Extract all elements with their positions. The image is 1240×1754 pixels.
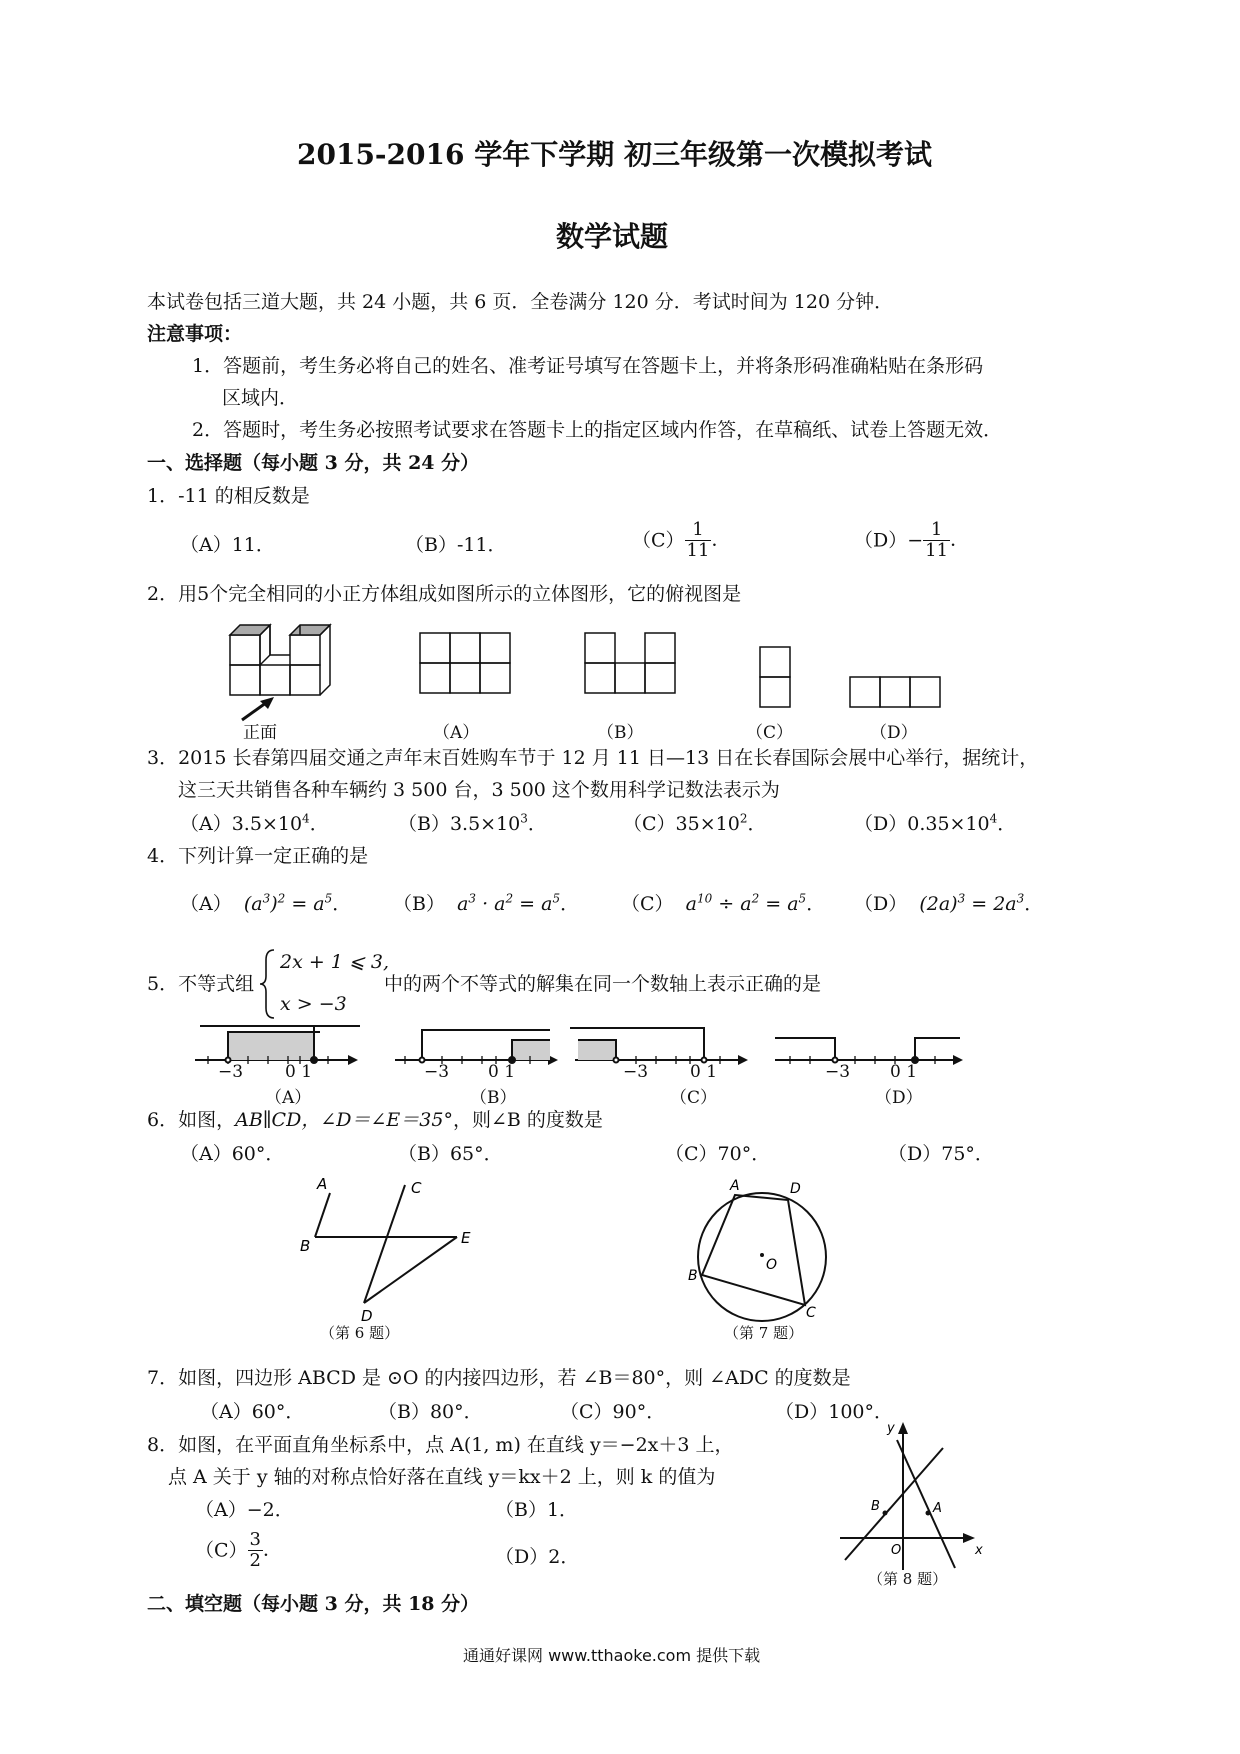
q5-label-b: （B） (470, 1088, 517, 1108)
q6-option-c: （C）70°． (665, 1143, 771, 1165)
q2-solid-figure (230, 625, 330, 695)
section-2-heading: 二、填空题（每小题 3 分，共 18 分） (147, 1593, 480, 1615)
q2-stem: 2．用5个完全相同的小正方体组成如图所示的立体图形，它的俯视图是 (147, 583, 742, 605)
q5-line-d (775, 1038, 963, 1065)
q7-option-d: （D）100°． (775, 1401, 893, 1423)
section-1-heading: 一、选择题（每小题 3 分，共 24 分） (147, 452, 480, 474)
q5-label-c: （C） (670, 1088, 718, 1108)
q6-point-d: D (361, 1307, 373, 1325)
q5-line-b (395, 1030, 558, 1065)
q1-option-d: （D）− $\frac{1}{11}$ ． (854, 519, 970, 561)
q2-option-b-figure (585, 633, 675, 693)
q5-inequality-2: x > −3 (280, 993, 347, 1015)
notice-item-1-cont: 区域内． (222, 387, 299, 409)
q7-caption: （第 7 题） (724, 1324, 804, 1342)
q1-option-b: （B）-11． (405, 534, 507, 556)
q7-point-a: A (730, 1178, 740, 1194)
q2-label-b: （B） (597, 723, 644, 743)
q5-b-tick-m3: −3 (424, 1062, 450, 1082)
q4-stem: 4．下列计算一定正确的是 (147, 845, 369, 867)
q2-figures (220, 615, 950, 735)
q5-inequality-1: 2x + 1 ⩽ 3, (280, 951, 390, 973)
q2-option-d-figure (850, 677, 940, 707)
q5-d-tick-m3: −3 (825, 1062, 851, 1082)
q5-a-tick-01: 0 1 (285, 1062, 313, 1082)
notice-item-1: 1．答题前，考生务必将自己的姓名、准考证号填写在答题卡上，并将条形码准确粘贴在条形码 (192, 355, 984, 377)
q3-option-b: $(B)3.5\times 10^3$． (398, 811, 547, 835)
notice-item-2: 2．答题时，考生务必按照考试要求在答题卡上的指定区域内作答，在草稿纸、试卷上答题无效． (192, 419, 1003, 441)
q4-option-b: （B） $a^3 \cdot a^2 = a^5$． (393, 891, 580, 915)
q4-option-a: （A） $(a^3)^2 = a^5$． (180, 891, 352, 915)
q8-option-d: （D）2． (495, 1546, 580, 1568)
q7-figure (680, 1175, 850, 1325)
q7-option-b: （B）80°． (378, 1401, 483, 1423)
q5-brace-icon (258, 946, 278, 1022)
q6-point-c: C (411, 1179, 422, 1197)
q8-axis-x: x (975, 1543, 983, 1558)
q8-caption: （第 8 题） (868, 1570, 948, 1588)
q5-label-d: （D） (875, 1088, 923, 1108)
q6-stem: 6．如图，AB∥CD，∠D＝∠E＝35°，则∠B 的度数是 (147, 1109, 603, 1131)
q5-line-a (195, 1026, 360, 1065)
q8-origin: O (891, 1543, 902, 1558)
q7-stem: 7．如图，四边形 ABCD 是 ⊙O 的内接四边形，若 ∠B＝80°，则 ∠ADC 的度数是 (147, 1367, 851, 1389)
q2-front-label: 正面 (243, 723, 277, 743)
q3-stem-line2: 这三天共销售各种车辆约 3 500 台，3 500 这个数用科学记数法表示为 (178, 779, 780, 801)
q8-point-b: B (871, 1499, 880, 1514)
q7-option-c: （C）90°． (560, 1401, 666, 1423)
q1-option-a: （A）11． (180, 534, 275, 556)
q8-point-a: A (933, 1501, 942, 1516)
q6-option-a: （A）60°． (180, 1143, 285, 1165)
q8-stem-line1: 8．如图，在平面直角坐标系中，点 A(1, m) 在直线 y＝−2x＋3 上， (147, 1434, 734, 1456)
q8-option-a: （A）−2． (195, 1499, 294, 1521)
q8-option-b: （B）1． (495, 1499, 579, 1521)
q5-suffix: 中的两个不等式的解集在同一个数轴上表示正确的是 (384, 973, 822, 995)
q6-figure (295, 1175, 485, 1325)
front-arrow-icon (242, 697, 274, 720)
q6-caption: （第 6 题） (320, 1324, 400, 1342)
q4-option-d: （D） $(2a)^3 = 2a^3$． (854, 891, 1044, 915)
q5-c-tick-m3: −3 (623, 1062, 649, 1082)
q2-label-d: （D） (870, 723, 918, 743)
page-title: 2015-2016 学年下学期 初三年级第一次模拟考试 (297, 138, 932, 171)
page-footer: 通通好课网 www.tthaoke.com 提供下载 (463, 1646, 761, 1665)
q7-point-b: B (688, 1268, 698, 1284)
q7-point-d: D (790, 1181, 801, 1197)
q6-point-e: E (461, 1229, 471, 1247)
q5-line-c (570, 1028, 748, 1065)
q3-option-d: $(D)0.35\times 10^4$． (854, 811, 1017, 835)
q6-option-b: （B）65°． (398, 1143, 503, 1165)
q3-stem-line1: 3．2015 长春第四届交通之声年末百姓购车节于 12 月 11 日—13 日在长春国际会展中心举行，据统计， (147, 747, 1039, 769)
q5-c-tick-01: 0 1 (690, 1062, 718, 1082)
q5-label-a: （A） (265, 1088, 312, 1108)
q5-b-tick-01: 0 1 (488, 1062, 516, 1082)
q8-figure (835, 1420, 985, 1580)
q4-option-c: （C） $a^{10} \div a^2 = a^5$． (621, 891, 826, 915)
q1-stem: 1．-11 的相反数是 (147, 485, 310, 507)
q5-d-tick-01: 0 1 (890, 1062, 918, 1082)
q7-point-o: O (766, 1257, 778, 1273)
q1-option-c: （C） $\frac{1}{11}$ ． (632, 519, 731, 561)
q6-point-a: A (317, 1175, 328, 1193)
q6-option-d: （D）75°． (888, 1143, 994, 1165)
q5-a-tick-m3: −3 (218, 1062, 244, 1082)
q7-option-a: （A）60°． (200, 1401, 305, 1423)
q3-option-c: $(C)35\times 10^2$． (623, 811, 767, 835)
q7-point-c: C (806, 1305, 816, 1321)
intro-text: 本试卷包括三道大题，共 24 小题，共 6 页．全卷满分 120 分．考试时间为 120 分钟． (147, 291, 894, 313)
q8-option-c: （C） $\frac{3}{2}$ ． (195, 1529, 283, 1571)
q6-point-b: B (300, 1237, 311, 1255)
notice-heading: 注意事项： (147, 323, 243, 345)
q2-label-c: （C） (746, 723, 794, 743)
q3-option-a: $(A)3.5\times 10^4$． (180, 811, 329, 835)
q5-prefix: 5．不等式组 (147, 973, 255, 995)
q8-axis-y: y (887, 1421, 895, 1436)
q2-label-a: （A） (433, 723, 480, 743)
q2-option-a-figure (420, 633, 510, 693)
page-subtitle: 数学试题 (556, 220, 669, 253)
q2-option-c-figure (760, 647, 790, 707)
q8-stem-line2: 点 A 关于 y 轴的对称点恰好落在直线 y＝kx＋2 上，则 k 的值为 (168, 1466, 716, 1488)
